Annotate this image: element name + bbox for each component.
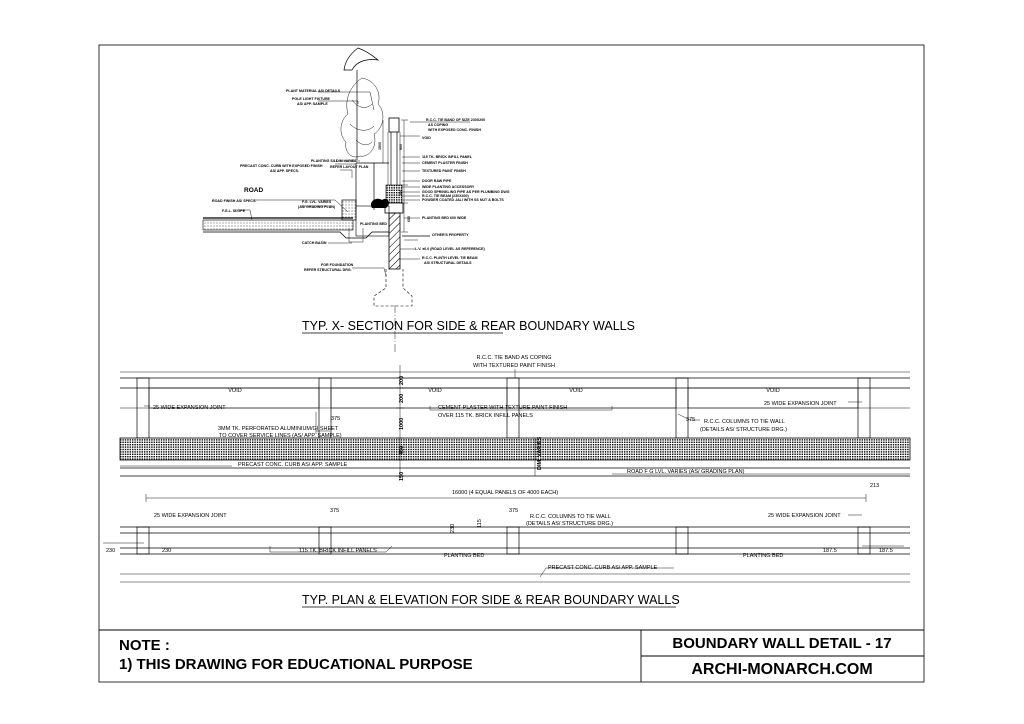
label-plant-material: PLANT MATERIAL AS/ DETAILS	[286, 89, 341, 93]
label-precast-curb: PRECAST CONC. CURB WITH EXPOSED FINISH	[240, 164, 323, 168]
dim-200: 200	[399, 375, 405, 385]
note-heading: NOTE :	[119, 637, 170, 654]
dim-200b: 200	[399, 393, 405, 403]
pole-light-fixture	[344, 48, 378, 70]
drawing-title: BOUNDARY WALL DETAIL - 17	[672, 635, 892, 652]
tie-band-coping	[389, 118, 399, 132]
title-block	[99, 630, 924, 682]
dim-1500: 1500	[378, 142, 382, 150]
elev-road-fg: ROAD F G LVL. VARIES (AS/ GRADING PLAN)	[627, 469, 745, 475]
label-small-4: R.C.C. TIE BEAM (230X400)	[422, 194, 469, 198]
elev-rcc-columns-2: (DETAILS AS/ STRUCTURE DRG.)	[700, 427, 787, 433]
plan-rcc-columns-2: (DETAILS AS/ STRUCTURE DRG.)	[526, 521, 613, 527]
elev-rcc-columns: R.C.C. COLUMNS TO TIE WALL	[704, 419, 785, 425]
label-pole-light: POLE LIGHT FIXTURE	[292, 97, 330, 101]
plan-expansion-joint-left: 25 WIDE EXPANSION JOINT	[154, 513, 227, 519]
dim-250: 250	[399, 190, 403, 196]
dim-1000: 1000	[399, 417, 405, 430]
elevation-drawing	[120, 355, 910, 481]
plan-title: TYP. PLAN & ELEVATION FOR SIDE & REAR BOUNDARY WALLS	[302, 593, 680, 607]
section-title: TYP. X- SECTION FOR SIDE & REAR BOUNDARY WALLS	[302, 319, 635, 333]
plan-dim-187a: 187.5	[823, 548, 837, 554]
label-rcc-tie-band-3: WITH EXPOSED CONC. FINISH	[428, 128, 481, 132]
elev-tie-band-note: R.C.C. TIE BAND AS COPING	[476, 355, 552, 361]
elev-cement-plaster-2: OVER 115 TK. BRICK INFILL PANELS	[438, 413, 533, 419]
label-plinth-beam: R.C.C. PLINTH LEVEL TIE BEAM	[422, 256, 478, 260]
label-small-1: DOOR RAW PIPE	[422, 179, 452, 183]
plan-columns	[137, 527, 870, 554]
elev-perforated: 3MM TK. PERFORATED ALUMINIUM/GI SHEET	[218, 426, 339, 432]
plinth-wall	[389, 213, 400, 269]
elev-expansion-joint-right: 25 WIDE EXPANSION JOINT	[764, 401, 837, 407]
elev-dim-375-left: 375	[331, 416, 341, 422]
label-foundation: FOR FOUNDATION	[321, 263, 354, 267]
label-foundation-2: REFER STRUCTURAL DRG.	[304, 268, 352, 272]
label-cement-plaster: CEMENT PLASTER FINISH	[422, 161, 468, 165]
planting-foliage	[341, 78, 383, 157]
plan-dim-230-left: 230	[106, 548, 116, 554]
label-pole-light-2: AS/ APP. SAMPLE	[297, 102, 328, 106]
dim-150: 150	[399, 471, 405, 481]
label-small-3: GOOD SPRINKLING PIPE AS PER PLUMBING DWG	[422, 190, 510, 194]
plan-dim-230: 230	[450, 523, 456, 533]
plan-dim-187b: 187.5	[879, 548, 893, 554]
void-label-3: VOID	[569, 388, 583, 394]
label-fgl-lvl-2: (AS/ GRADING PLAN)	[298, 205, 336, 209]
note-1: 1) THIS DRAWING FOR EDUCATIONAL PURPOSE	[119, 656, 473, 673]
label-fgl-slope: F.G.L. SLOPE	[222, 209, 245, 213]
label-textured-paint: TEXTURED PAINT FINISH	[422, 169, 466, 173]
void-label-4: VOID	[766, 388, 780, 394]
road-ground	[203, 220, 353, 230]
elev-tie-band-note-2: WITH TEXTURED PAINT FINISH	[473, 363, 555, 369]
plan-dim-115: 115	[477, 519, 483, 528]
foundation-outline	[374, 269, 412, 306]
plan-rcc-columns: R.C.C. COLUMNS TO TIE WALL	[530, 514, 611, 520]
pipe-elements	[371, 199, 389, 208]
plan-expansion-joint-right: 25 WIDE EXPANSION JOINT	[768, 513, 841, 519]
dim-650: 650	[407, 216, 411, 222]
label-rcc-tie-band: R.C.C. TIE BAND OF SIZE 230X200	[426, 118, 486, 122]
label-level-ref: L.V. ±0.0 (ROAD LEVEL AS REFERENCE)	[415, 247, 485, 251]
website-label: ARCHI-MONARCH.COM	[691, 661, 873, 678]
label-others-property: OTHER'S PROPERTY	[432, 233, 469, 237]
plan-dim-230-left2: 230	[162, 548, 172, 554]
precast-curb	[342, 200, 356, 220]
void-label-1: VOID	[228, 388, 242, 394]
label-road-finish: ROAD FINISH AS/ SPECS.	[212, 199, 257, 203]
plan-overall-dim: 16000 (4 EQUAL PANELS OF 4000 EACH)	[451, 490, 559, 496]
label-refer-layout: REFER LAYOUT PLAN	[330, 165, 369, 169]
perforated-sheet-band	[120, 438, 910, 460]
label-brick-panel: 115 TK. BRICK INFILL PANEL	[422, 155, 472, 159]
void-label-2: VOID	[428, 388, 442, 394]
plan-drawing	[103, 483, 910, 607]
plan-planting-bed-2: PLANTING BED	[743, 553, 784, 559]
dim-450: 450	[399, 445, 405, 455]
section-drawing	[203, 48, 635, 352]
elev-perforated-2: TO COVER SERVICE LINES (AS/ APP. SAMPLE)	[219, 433, 342, 439]
dim-900: 900	[399, 144, 403, 150]
label-precast-curb-2: AS/ APP. SPECS.	[270, 169, 299, 173]
elev-cement-plaster: CEMENT PLASTER WITH TEXTURE PAINT FINISH	[438, 405, 568, 411]
plan-planting-bed-1: PLANTING BED	[444, 553, 485, 559]
label-powder-coated: POWDER COATED JALI WITH SS NUT & BOLTS	[422, 198, 504, 202]
plan-brick-panels: 115 TK. BRICK INFILL PANELS	[299, 548, 377, 554]
label-rcc-tie-band-2: AS COPING	[428, 123, 449, 127]
label-planting-bed: PLANTING BED	[360, 222, 387, 226]
label-fgl-lvl: F.G. LVL. VARIES	[302, 200, 332, 204]
dim-varies: DIM. VARIES	[537, 436, 543, 470]
plan-dim-375b: 375	[509, 508, 519, 514]
plan-dim-375a: 375	[330, 508, 340, 514]
label-plinth-beam-2: AS/ STRUCTURAL DETAILS	[424, 261, 472, 265]
label-void: VOID	[422, 136, 431, 140]
label-dim-varies: DIM VARIES	[336, 159, 357, 163]
plan-dim-213: 213	[870, 483, 880, 489]
label-small-2: WIDE PLANTING ACCESSORY	[422, 185, 475, 189]
label-catch-basin: CATCH BASIN	[302, 241, 327, 245]
label-planting-sill: PLANTING SILL	[311, 159, 339, 163]
elev-precast-curb: PRECAST CONC. CURB AS/ APP. SAMPLE	[238, 462, 348, 468]
plan-precast-curb: PRECAST CONC. CURB AS/ APP. SAMPLE	[548, 565, 658, 571]
elev-dim-375-right: 375	[686, 417, 696, 423]
label-planting-bed-600: PLANTING BED 600 WIDE	[422, 216, 467, 220]
label-road: ROAD	[244, 187, 264, 194]
elev-expansion-joint-left: 25 WIDE EXPANSION JOINT	[153, 405, 226, 411]
